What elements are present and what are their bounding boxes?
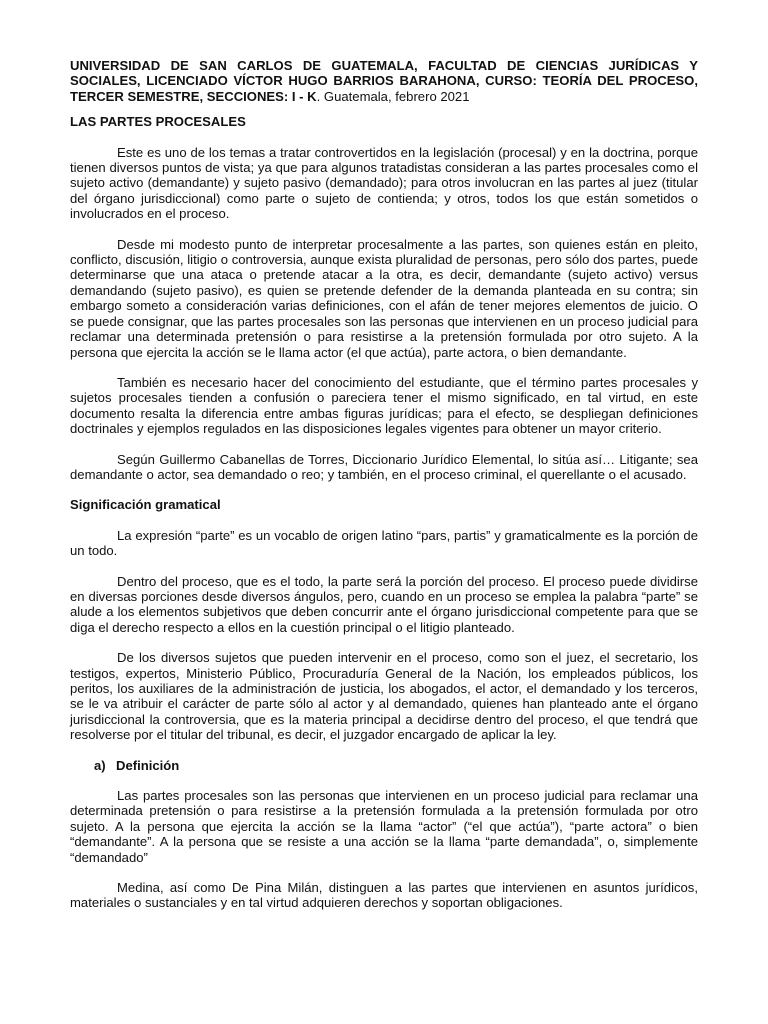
intro-paragraph-4: Según Guillermo Cabanellas de Torres, Diccionario Jurídico Elemental, lo sitúa así… Litigante; sea demandante o actor, sea demandado o reo; y también, en el proceso criminal, el querellante o el acusado. bbox=[70, 451, 698, 482]
page-title: LAS PARTES PROCESALES bbox=[70, 114, 246, 130]
definition-paragraph-2: Medina, así como De Pina Milán, distinguen a las partes que intervienen en asuntos jurídicos, materiales o sustanciales y en tal virtud adquieren derechos y soportan obligaciones. bbox=[70, 880, 698, 911]
grammatical-heading: Significación gramatical bbox=[70, 497, 221, 513]
grammatical-paragraph-1: La expresión “parte” es un vocablo de origen latino “pars, partis” y gramaticalmente es la porción de un todo. bbox=[70, 527, 698, 559]
header-institution: UNIVERSIDAD DE SAN CARLOS DE GUATEMALA, FACULTAD DE CIENCIAS JURÍDICAS Y SOCIALES, LICENCIADO VÍCTOR HUGO BARRIOS BARAHONA, CURSO: TEORÍA DEL PROCESO, TERCER SEMESTRE, SECCIONES: I - K bbox=[70, 58, 698, 104]
grammatical-paragraph-2: Dentro del proceso, que es el todo, la parte será la porción del proceso. El proceso puede dividirse en diversas porciones desde diversos ángulos, pero, cuando en un proceso se emplea la palabra “parte” se alude a los elementos subjetivos que deben concurrir ante el órgano jurisdiccional competente para que se diga el derecho respecto a ellos en la cuestión principal o el litigio planteado. bbox=[70, 573, 698, 635]
intro-paragraph-1: Este es uno de los temas a tratar controvertidos en la legislación (procesal) y en la doctrina, porque tienen diversos puntos de vista; ya que para algunos tratadistas consideran a las partes procesales como el sujeto activo (demandante) y sujeto pasivo (demandado); para otros involucran en las partes al juez (titular del órgano jurisdiccional) como parte o sujeto de contienda; y otros, todos los que están sometidos o involucrados en el proceso. bbox=[70, 144, 698, 222]
intro-paragraph-2: Desde mi modesto punto de interpretar procesalmente a las partes, son quienes están en pleito, conflicto, discusión, litigio o controversia, aunque exista pluralidad de personas, pero sólo dos partes, puede determinarse que una ataca o pretende atacar a la otra, es decir, demandante (sujeto activo) versus demandando (sujeto pasivo), es quien se pretende defender de la demanda planteada en su contra; sin embargo someto a consideración varias definiciones, con el afán de tener mejores elementos de juicio. O se puede consignar, que las partes procesales son las personas que intervienen en un proceso judicial para reclamar una determinada pretensión o para resistirse a la pretensión formulada por otro sujeto. A la persona que ejercita la acción se le llama actor (el que actúa), parte actora, o bien demandante. bbox=[70, 236, 698, 360]
document-header bbox=[70, 58, 698, 104]
grammatical-paragraph-3: De los diversos sujetos que pueden intervenir en el proceso, como son el juez, el secretario, los testigos, expertos, Ministerio Público, Procuraduría General de la Nación, los empleados públicos, los peritos, los auxiliares de la administración de justicia, los abogados, el actor, el demandado y los terceros, se le va atribuir el carácter de parte sólo al actor y al demandado, quienes han planteado ante el órgano jurisdiccional la controversia, que es la materia principal a decidirse dentro del proceso, el que tendrá que resolverse por el titular del tribunal, es decir, el juzgador encargado de aplicar la ley. bbox=[70, 650, 698, 743]
intro-paragraph-3: También es necesario hacer del conocimiento del estudiante, que el término partes procesales y sujetos procesales tienden a confusión o pareciera tener el mismo significado, en tal virtud, en este documento resalta la diferencia entre ambas figuras jurídicas; para el efecto, se despliegan definiciones doctrinales y ejemplos regulados en las disposiciones legales vigentes para obtener un mayor criterio. bbox=[70, 374, 698, 437]
header-date: . Guatemala, febrero 2021 bbox=[316, 88, 470, 104]
definition-paragraph-1: Las partes procesales son las personas que intervienen en un proceso judicial para reclamar una determinada pretensión o para resistirse a la pretensión formulada a la pretensión formulada por otro sujeto. A la persona que ejercita la acción se la llama “actor” (“el que actúa”), “parte actora” o bien “demandante”. A la persona que se resiste a una acción se la llama “parte demandada”, o, simplemente “demandado” bbox=[70, 788, 698, 865]
definition-heading-text: Definición bbox=[116, 757, 180, 773]
definition-letter: a) bbox=[94, 757, 106, 773]
definition-heading bbox=[70, 758, 698, 773]
